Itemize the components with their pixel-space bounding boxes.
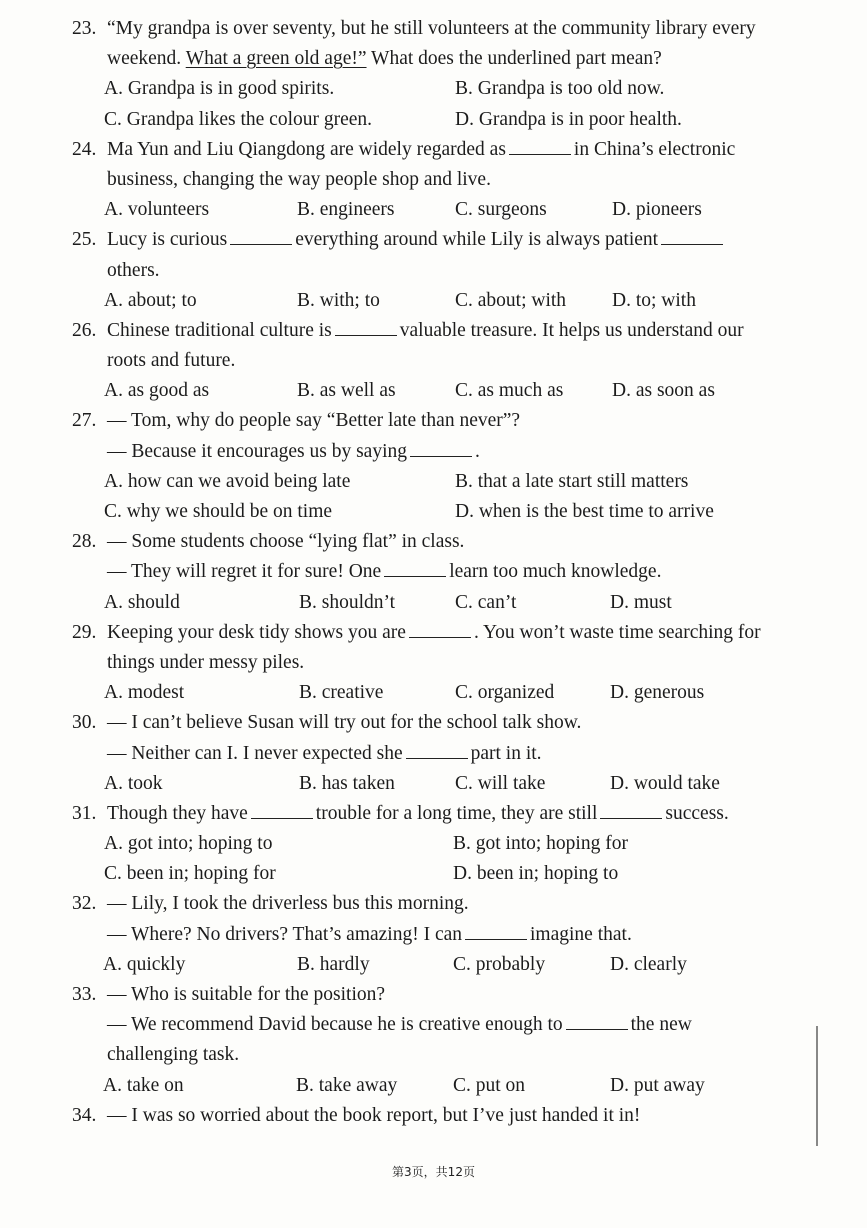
scan-edge-line	[816, 1026, 818, 1146]
option-a: A. volunteers	[104, 199, 210, 221]
question-29	[0, 618, 867, 648]
question-text: Keeping your desk tidy shows you are . You won’t waste time searching for	[107, 621, 761, 643]
question-number: 33.	[72, 984, 97, 1005]
question-text-continued: business, changing the way people shop and live.	[107, 168, 491, 190]
question-text-continued: challenging task.	[107, 1044, 240, 1066]
option-b: B. that a late start still matters	[455, 470, 689, 492]
option-c: C. organized	[455, 682, 555, 704]
options-row	[0, 829, 867, 859]
option-b: B. has taken	[299, 772, 395, 794]
option-d: D. clearly	[610, 953, 687, 975]
option-b: B. got into; hoping for	[453, 833, 628, 855]
option-d: D. pioneers	[612, 199, 702, 221]
option-b: B. with; to	[297, 289, 380, 311]
question-number: 30.	[72, 712, 97, 734]
option-b: B. take away	[296, 1074, 398, 1096]
question-number: 29.	[72, 621, 97, 643]
option-d: D. to; with	[612, 289, 696, 311]
option-b: B. Grandpa is too old now.	[455, 78, 665, 100]
question-24	[0, 135, 867, 165]
question-text-continued: weekend. What a green old age!” What does the underlined part mean?	[107, 48, 662, 70]
option-d: D. been in; hoping to	[453, 863, 619, 885]
option-d: D. generous	[610, 682, 705, 704]
question-number: 34.	[72, 1104, 97, 1126]
options-row	[0, 588, 867, 618]
option-c: C. been in; hoping for	[104, 863, 276, 885]
question-text: Ma Yun and Liu Qiangdong are widely regarded as in China’s electronic	[107, 138, 736, 160]
question-number: 24.	[72, 138, 97, 160]
question-text: — Lily, I took the driverless bus this morning.	[107, 893, 469, 915]
option-a: A. as good as	[104, 380, 210, 402]
option-d: D. put away	[610, 1074, 705, 1096]
question-32	[0, 889, 867, 919]
options-row	[0, 497, 867, 527]
question-text-continued: — They will regret it for sure! One learn too much knowledge.	[107, 561, 662, 583]
question-text-continued: — We recommend David because he is creative enough to the new	[107, 1014, 692, 1036]
option-c: C. about; with	[455, 289, 567, 311]
options-row	[0, 195, 867, 225]
option-a: A. quickly	[103, 953, 186, 975]
option-b: B. creative	[299, 682, 384, 704]
question-number: 32.	[72, 893, 97, 915]
answer-blank	[251, 801, 313, 819]
question-number: 26.	[72, 319, 97, 341]
option-b: B. as well as	[297, 380, 396, 402]
question-text: Lucy is curious everything around while Lily is always patient	[107, 225, 726, 255]
options-row	[0, 74, 867, 104]
answer-blank	[384, 559, 446, 577]
question-31	[0, 799, 867, 829]
answer-blank	[600, 801, 662, 819]
question-text-continued: others.	[107, 259, 160, 281]
question-text-continued: — Neither can I. I never expected she part in it.	[107, 742, 542, 764]
options-row	[0, 678, 867, 708]
question-text-continued: things under messy piles.	[107, 651, 305, 673]
option-c: C. can’t	[455, 591, 517, 613]
question-text: — Some students choose “lying flat” in class.	[107, 531, 465, 553]
exam-page	[0, 14, 867, 1131]
option-a: A. how can we avoid being late	[104, 470, 351, 492]
option-c: C. put on	[453, 1074, 526, 1096]
option-d: D. would take	[610, 772, 720, 794]
options-row	[0, 950, 867, 980]
option-a: A. modest	[104, 682, 185, 704]
options-row	[0, 105, 867, 135]
options-row	[0, 376, 867, 406]
question-text: Though they have trouble for a long time, they are still success.	[107, 802, 729, 824]
option-c: C. surgeons	[455, 199, 547, 221]
answer-blank	[335, 318, 397, 336]
option-d: D. when is the best time to arrive	[455, 501, 714, 522]
option-a: A. got into; hoping to	[104, 833, 273, 855]
options-row	[0, 467, 867, 497]
question-28	[0, 527, 867, 557]
question-25	[0, 225, 867, 255]
question-33	[0, 980, 867, 1010]
question-text: — I can’t believe Susan will try out for the school talk show.	[107, 712, 582, 734]
answer-blank	[406, 741, 468, 759]
option-c: C. will take	[455, 772, 546, 794]
options-row	[0, 1071, 867, 1101]
question-text: — Tom, why do people say “Better late than never”?	[107, 410, 521, 432]
question-30	[0, 708, 867, 738]
question-26	[0, 316, 867, 346]
option-a: A. take on	[103, 1074, 184, 1096]
answer-blank	[566, 1012, 628, 1030]
option-c: C. Grandpa likes the colour green.	[104, 108, 373, 130]
options-row	[0, 286, 867, 316]
question-23	[0, 14, 867, 44]
option-c: C. as much as	[455, 380, 564, 402]
question-text: Chinese traditional culture is valuable treasure. It helps us understand our	[107, 319, 744, 341]
page-footer: 第3页，共12页	[392, 1165, 475, 1179]
option-c: C. why we should be on time	[104, 501, 333, 522]
option-d: D. as soon as	[612, 380, 715, 402]
option-a: A. took	[104, 772, 163, 794]
answer-blank	[465, 922, 527, 940]
option-a: A. about; to	[104, 289, 197, 311]
question-number: 25.	[72, 229, 97, 251]
question-number: 23.	[72, 18, 97, 39]
question-number: 31.	[72, 802, 97, 824]
option-c: C. probably	[453, 953, 546, 975]
option-d: D. must	[610, 591, 672, 613]
question-text-continued: — Because it encourages us by saying .	[107, 440, 480, 462]
question-text: “My grandpa is over seventy, but he still volunteers at the community library every	[107, 18, 756, 39]
question-27	[0, 406, 867, 436]
option-d: D. Grandpa is in poor health.	[455, 108, 682, 130]
question-text: — I was so worried about the book report, but I’ve just handed it in!	[107, 1104, 641, 1126]
option-b: B. hardly	[297, 953, 370, 975]
options-row	[0, 859, 867, 889]
question-number: 27.	[72, 410, 97, 432]
option-a: A. should	[104, 591, 180, 613]
answer-blank	[230, 227, 292, 245]
question-text-continued: roots and future.	[107, 350, 236, 372]
question-number: 28.	[72, 531, 97, 553]
answer-blank	[409, 620, 471, 638]
question-text-continued: — Where? No drivers? That’s amazing! I can imagine that.	[107, 923, 632, 945]
option-b: B. engineers	[297, 199, 395, 221]
answer-blank	[661, 227, 723, 245]
option-a: A. Grandpa is in good spirits.	[104, 78, 335, 100]
answer-blank	[410, 439, 472, 457]
options-row	[0, 769, 867, 799]
question-text: — Who is suitable for the position?	[107, 984, 386, 1005]
question-34	[0, 1101, 867, 1131]
answer-blank	[509, 137, 571, 155]
option-b: B. shouldn’t	[299, 591, 396, 613]
underlined-phrase: What a green old age!”	[185, 48, 367, 70]
